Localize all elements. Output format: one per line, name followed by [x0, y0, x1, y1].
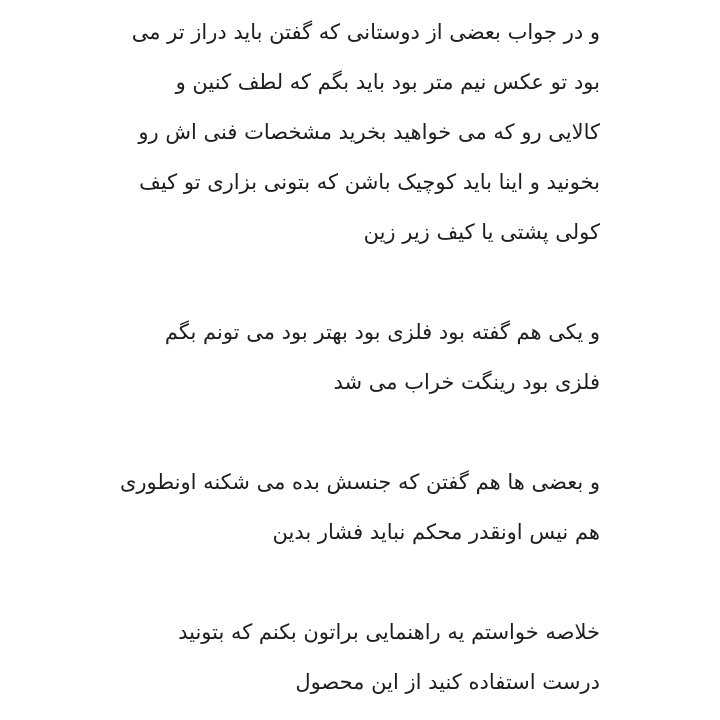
text-line: فلزی بود رینگت خراب می شد — [333, 370, 600, 394]
text-line: کالایی رو که می خواهید بخرید مشخصات فنی اش رو — [138, 120, 600, 144]
text-line: بود تو عکس نیم متر بود باید بگم که لطف کنین و — [175, 70, 600, 94]
text-line: هم نیس اونقدر محکم نباید فشار بدین — [272, 520, 600, 544]
text-line: درست استفاده کنید از این محصول — [295, 670, 600, 694]
post-body — [20, 7, 600, 707]
text-line: و در جواب بعضی از دوستانی که گفتن باید دراز تر می — [131, 20, 600, 44]
text-line: و بعضی ها هم گفتن که جنسش بده می شکنه اونطوری — [119, 470, 600, 494]
text-line: خلاصه خواستم یه راهنمایی براتون بکنم که بتونید — [178, 620, 600, 644]
paragraph-summary — [20, 607, 600, 707]
text-line: کولی پشتی یا کیف زیر زین — [363, 220, 600, 244]
text-line: بخونید و اینا باید کوچیک باشن که بتونی بزاری تو کیف — [139, 170, 600, 194]
text-line: و یکی هم گفته بود فلزی بود بهتر بود می تونم بگم — [164, 320, 600, 344]
paragraph-quality — [20, 457, 600, 557]
paragraph-material — [20, 307, 600, 407]
paragraph-dimensions — [20, 7, 600, 257]
